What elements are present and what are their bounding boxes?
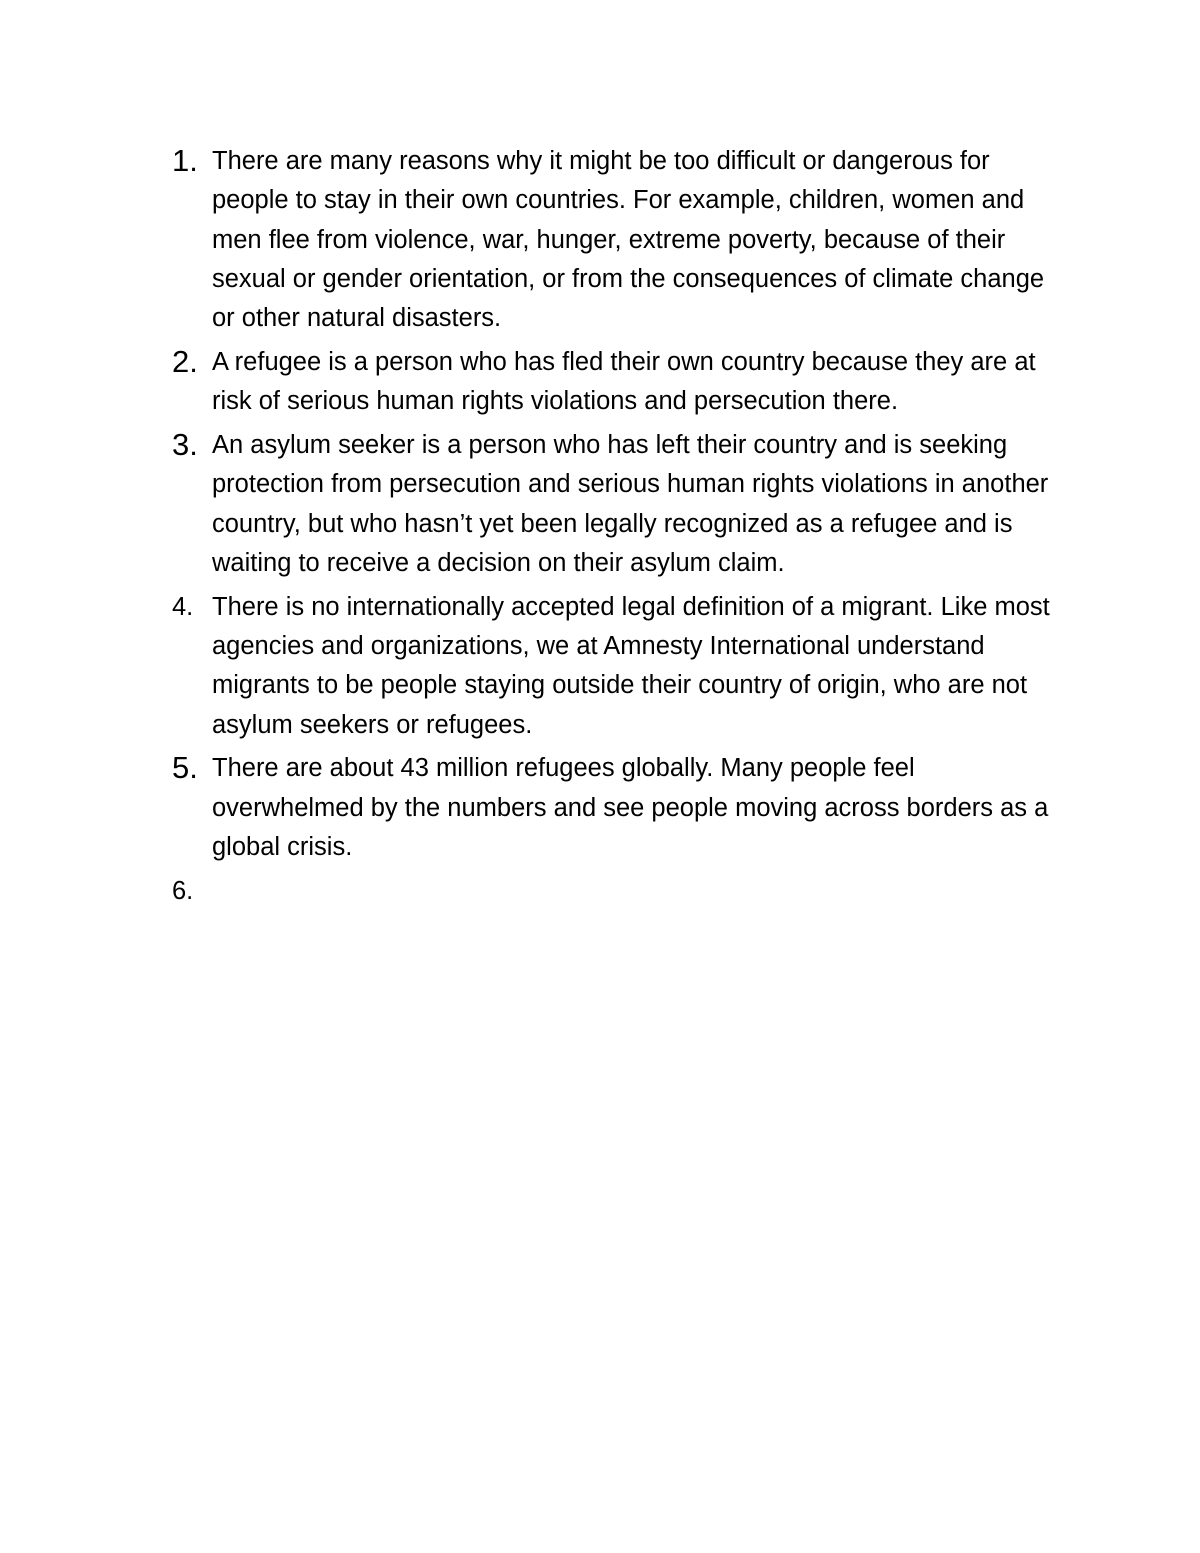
numbered-list [172,142,1072,916]
list-item-text: A refugee is a person who has fled their own country because they are at risk of serious human rights violations and persecution there. [212,347,1036,416]
list-item-number: 5. [172,750,198,786]
list-item-number: 2. [172,343,198,379]
list-item [172,588,1072,745]
list-item-text [212,872,1072,911]
list-item [172,749,1072,867]
list-item [172,343,1072,422]
list-item-number: 4. [172,592,194,621]
list-item [172,142,1072,338]
list-item [172,426,1072,583]
list-item-text: There is no internationally accepted legal definition of a migrant. Like most agencies and organizations, we at Amnesty International understand migrants to be people staying outside their country of origin, who are not asylum seekers or refugees. [212,592,1050,739]
list-item [172,872,1072,911]
list-item-number: 1. [172,143,198,178]
list-item-text: There are about 43 million refugees globally. Many people feel overwhelmed by the numbers and see people moving across borders as a global crisis. [212,754,1049,862]
list-item-text: An asylum seeker is a person who has left their country and is seeking protection from persecution and serious human rights violations in another country, but who hasn’t yet been legally recognized as a refugee and is waiting to receive a decision on their asylum claim. [212,431,1049,577]
list-item-text: There are many reasons why it might be too difficult or dangerous for people to stay in their own countries. For example, children, women and men flee from violence, war, hunger, extreme poverty, because of their sexual or gender orientation, or from the consequences of climate change or other natural disasters. [212,147,1045,333]
list-item-number: 6. [172,876,194,905]
list-item-number: 3. [172,427,198,463]
